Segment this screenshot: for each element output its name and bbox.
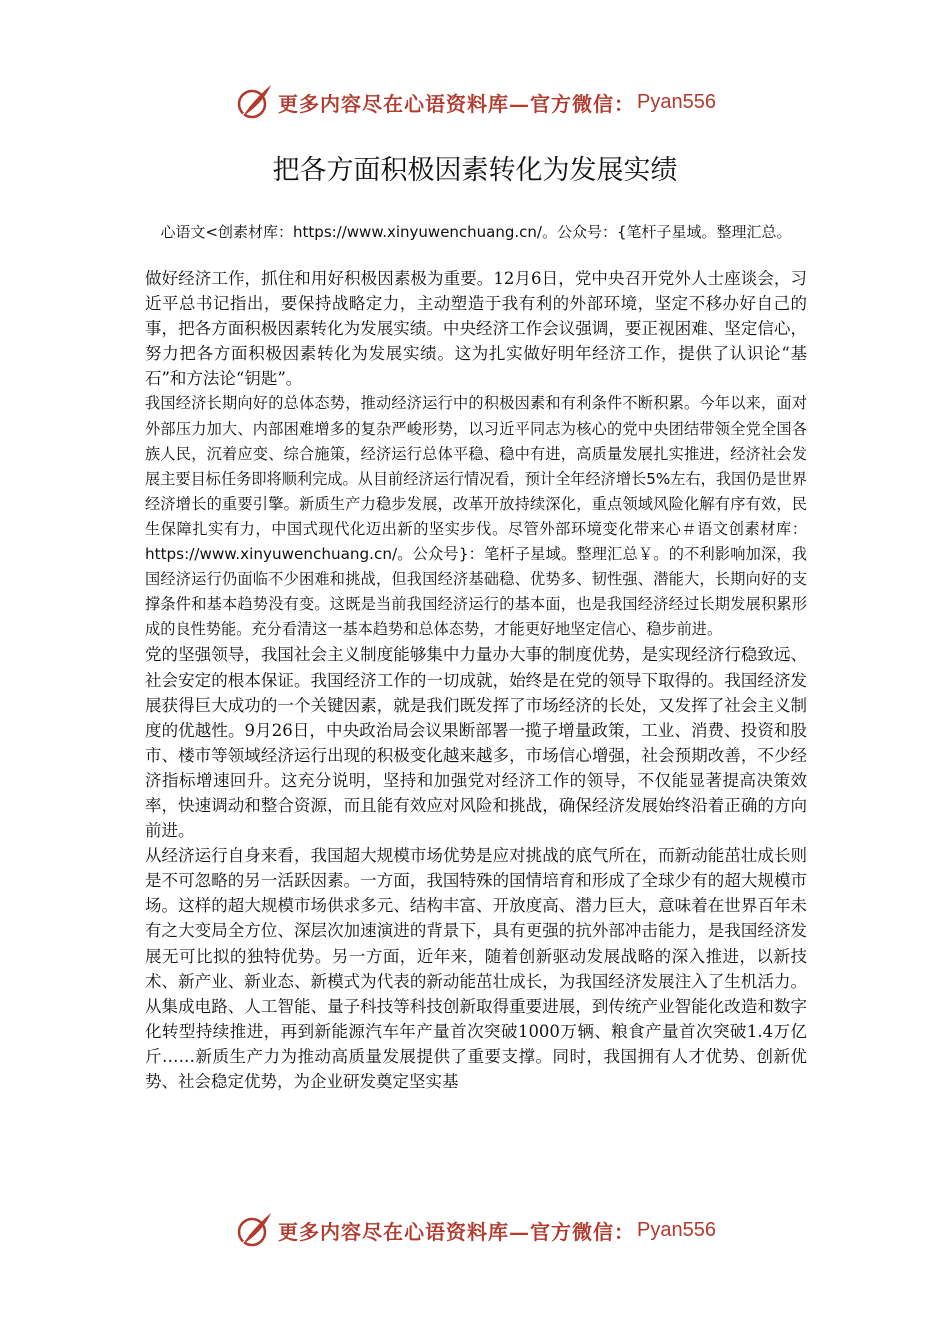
- quill-logo-icon: [234, 1210, 274, 1250]
- article-body: [145, 266, 807, 1094]
- banner-text: 更多内容尽在心语资料库—官方微信：: [278, 1219, 636, 1244]
- paragraph: 我国经济长期向好的总体态势，推动经济运行中的积极因素和有利条件不断积累。今年以来，面对外部压力加大、内部困难增多的复杂严峻形势，以习近平同志为核心的党中央团结带领全党全国各族人民，沉着应变、综合施策，经济运行总体平稳、稳中有进，高质量发展扎实推进，经济社会发展主要目标任务即将顺利完成。从目前经济运行情况看，预计全年经济增长5%左右，我国仍是世界经济增长的重要引擎。新质生产力稳步发展，改革开放持续深化，重点领域风险化解有序有效，民生保障扎实有力，中国式现代化迈出新的坚实步伐。尽管外部环境变化带来心＃语文创素材库：https://www.xinyuwenchuang.cn/。公众号}：笔杆子星域。整理汇总￥。的不利影响加深，我国经济运行仍面临不少困难和挑战，但我国经济基础稳、优势多、韧性强、潜能大，长期向好的支撑条件和基本趋势没有变。这既是当前我国经济运行的基本面，也是我国经济经过长期发展积累形成的良性势能。充分看清这一基本趋势和总体态势，才能更好地坚定信心、稳步前进。: [145, 394, 807, 639]
- quill-logo-icon: [234, 82, 274, 122]
- source-line: 心语文<创素材库：https://www.xinyuwenchuang.cn/。公众号：{笔杆子星域。整理汇总。: [160, 223, 792, 241]
- header-banner: [0, 80, 950, 124]
- footer-banner: [0, 1208, 950, 1252]
- article-title: 把各方面积极因素转化为发展实绩: [272, 155, 678, 186]
- banner-wechat-id: Pyan556: [637, 1218, 716, 1241]
- banner-text: 更多内容尽在心语资料库—官方微信：: [278, 91, 636, 116]
- banner-wechat-id: Pyan556: [637, 90, 716, 113]
- paragraph: 从经济运行自身来看，我国超大规模市场优势是应对挑战的底气所在，而新动能茁壮成长则是不可忽略的另一活跃因素。一方面，我国特殊的国情培育和形成了全球少有的超大规模市场。这样的超大规模市场供求多元、结构丰富、开放度高、潜力巨大，意味着在世界百年未有之大变局全方位、深层次加速演进的背景下，具有更强的抗外部冲击能力，是我国经济发展无可比拟的独特优势。另一方面，近年来，随着创新驱动发展战略的深入推进，以新技术、新产业、新业态、新模式为代表的新动能茁壮成长，为我国经济发展注入了生机活力。从集成电路、人工智能、量子科技等科技创新取得重要进展，到传统产业智能化改造和数字化转型持续推进，再到新能源汽车年产量首次突破1000万辆、粮食产量首次突破1.4万亿斤……新质生产力为推动高质量发展提供了重要支撑。同时，我国拥有人才优势、创新优势、社会稳定优势，为企业研发奠定坚实基: [145, 846, 807, 1091]
- paragraph: 党的坚强领导，我国社会主义制度能够集中力量办大事的制度优势，是实现经济行稳致远、社会安定的根本保证。我国经济工作的一切成就，始终是在党的领导下取得的。我国经济发展获得巨大成功的一个关键因素，就是我们既发挥了市场经济的长处，又发挥了社会主义制度的优越性。9月26日，中央政治局会议果断部署一揽子增量政策，工业、消费、投资和股市、楼市等领域经济运行出现的积极变化越来越多，市场信心增强，社会预期改善，不少经济指标增速回升。这充分说明，坚持和加强党对经济工作的领导，不仅能显著提高决策效率，快速调动和整合资源，而且能有效应对风险和挑战，确保经济发展始终沿着正确的方向前进。: [145, 645, 807, 841]
- paragraph: 做好经济工作，抓住和用好积极因素极为重要。12月6日，党中央召开党外人士座谈会，习近平总书记指出，要保持战略定力，主动塑造于我有利的外部环境，坚定不移办好自己的事，把各方面积极因素转化为发展实绩。中央经济工作会议强调，要正视困难、坚定信心，努力把各方面积极因素转化为发展实绩。这为扎实做好明年经济工作，提供了认识论“基石”和方法论“钥匙”。: [145, 269, 807, 389]
